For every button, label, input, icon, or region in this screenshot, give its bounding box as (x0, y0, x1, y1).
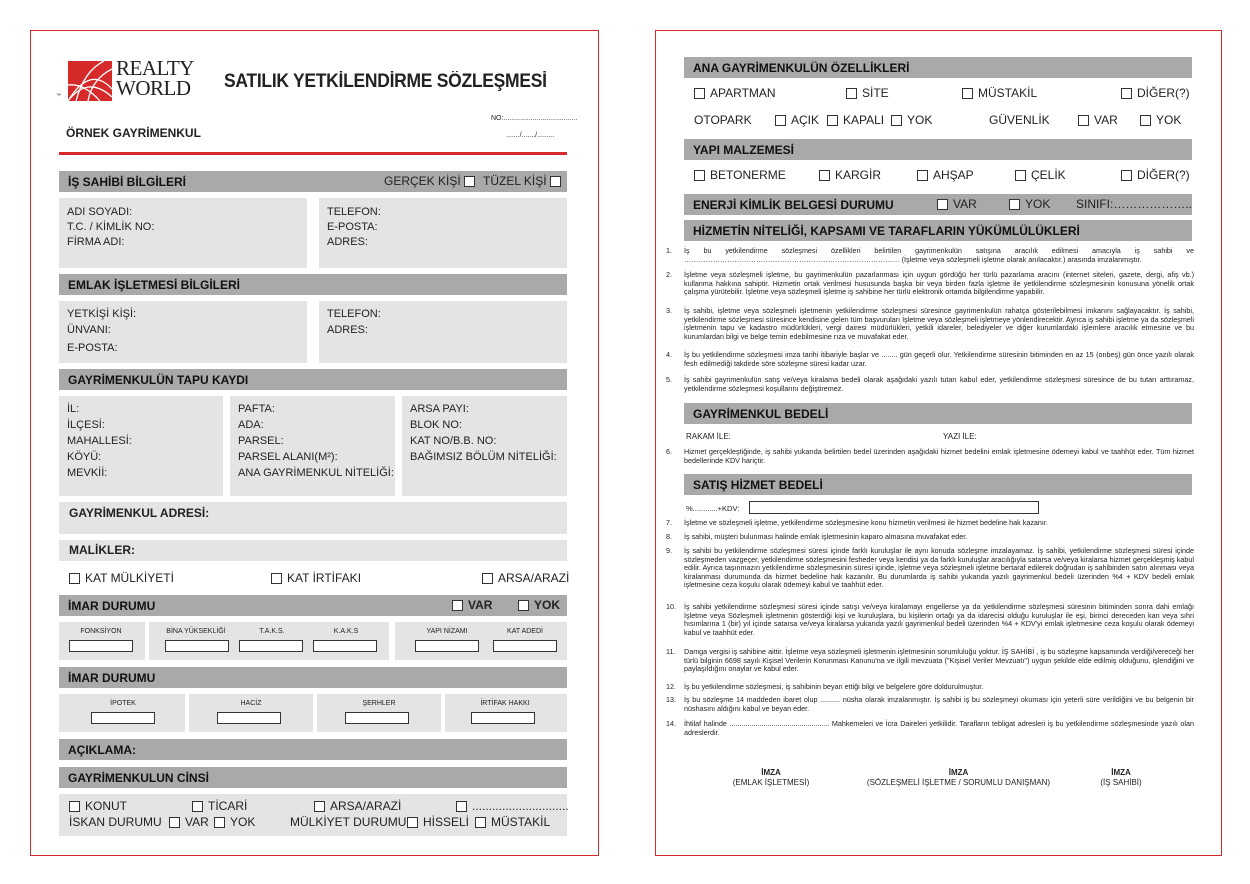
clause-7: 7. İşletme ve sözleşmeli işletme, yetkilendirme sözleşmesine konu hizmetin verilmesi ile hizmet bedeline hak kazanır. (666, 518, 1048, 527)
clause-10: 10. İş sahibi yetkilendirme sözleşmesi süresi içinde satışı ve/veya kiralamayı engellerse ya da yetkilendirme sözleşmesi süresinin bitiminden sonra dahi emlağı İşletme veya Sözleşmeli işletmenin gösterdiği kişi ve kuruluşlara, bu kişilerin ortağı ya da idarecisi olduğu kuruluşlar ile eşi, birinci dereceden kan veya sıhri hısımlarına 1 (bir) yıl içinde satarsa ve/veya kiralarsa yukarıda yazılı gayrimenkul bedeli üzerinden %4 + KDV'yi emlak işletmesine ceza koşulu olarak ödemeyi kabul ve taahhüt eder. (666, 602, 1194, 637)
deed-district-label: İLÇESİ: (67, 419, 105, 431)
type-residential-option[interactable]: KONUT (69, 799, 127, 814)
material-other-checkbox[interactable] (1121, 170, 1132, 181)
price-number-label[interactable]: RAKAM İLE: (686, 432, 731, 441)
clause-6: 6. Hizmet gerçekleştiğinde, iş sahibi yukarıda belirtilen bedel üzerinden aşağıdaki hizmet bedelini emlak işletmesine ödemeyi kabul ve taahhüt eder. Tüm hizmet bedellerinde KDV hariçtir. (666, 447, 1194, 465)
parking-open-checkbox[interactable] (775, 115, 786, 126)
concrete-option[interactable]: BETONERME (694, 168, 786, 183)
main-other-checkbox[interactable] (1121, 88, 1132, 99)
deed-parcel-label: PARSEL: (238, 435, 284, 447)
settlement-status-label: İSKAN DURUMU (69, 815, 162, 829)
deed-sheet-label: PAFTA: (238, 403, 275, 415)
deed-land-share-label: ARSA PAYI: (410, 403, 469, 415)
type-other-option[interactable]: ............................. (456, 799, 569, 814)
clause-12: 12. İş bu yetkilendirme sözleşmesi, iş sahibinin beyan ettiği bilgi ve belgelere göre doldurulmuştur. (666, 682, 984, 691)
settlement-yok-option[interactable]: YOK (214, 815, 255, 830)
owner-address-label: ADRES: (327, 236, 368, 248)
zoning-function-input[interactable] (69, 640, 133, 652)
clause-1: 1. İş bu yetkilendirme sözleşmesi özellikleri belirtilen gayrimenkulün satışına aracılık edilmesi amacıyla iş sahibi ve ……………………………………………………………………………… (İşletme veya sözleşmeli işletme olarak anılacaktır.) arasında imzalanmıştır. (666, 246, 1194, 264)
zoning-floors-label: KAT ADEDİ (507, 628, 543, 635)
zoning-height-input[interactable] (165, 640, 229, 652)
deed-block-label: ADA: (238, 419, 264, 431)
red-divider (59, 152, 567, 155)
energy-class-field[interactable]: SINIFI:……………….. (1076, 197, 1193, 211)
agency-section-header: EMLAK İŞLETMESİ BİLGİLERİ (59, 274, 567, 295)
deed-unit-quality-label: BAĞIMSIZ BÖLÜM NİTELİĞİ: (410, 451, 557, 463)
parking-open-option[interactable]: AÇIK (775, 113, 819, 128)
signature-owner[interactable]: İMZA (İŞ SAHİBİ) (1100, 768, 1142, 787)
easement-right-label: İRTİFAK HAKKI (480, 700, 530, 707)
ownership-shared-option[interactable]: HİSSELİ (407, 815, 469, 830)
energy-header: ENERJİ KİMLİK BELGESİ DURUMU (684, 194, 1192, 215)
deed-section-header: GAYRİMENKULÜN TAPU KAYDI (59, 369, 567, 390)
material-header: YAPI MALZEMESİ (684, 139, 1192, 160)
clause-2: 2. İşletme veya sözleşmeli işletme, bu gayrimenkulün pazarlanması için uygun gördüğü her türlü pazarlama aracını (internet siteleri, gazete, dergi, afiş vb.) kullanma hakkına sahiptir. Hizmetin ortak verilmesi hususunda başka bir veya birden fazla işletme ile yetkilendirme sözleşmesinin konusuna yönelik ortak çalışma yürütebilir. İşletme veya sözleşmeli işletme iş sahibine her türlü elektronik ortamda bilgilendirme yapabilir. (666, 270, 1194, 297)
residential-checkbox[interactable] (69, 801, 80, 812)
realty-world-logo (56, 56, 209, 105)
legal-entity-checkbox[interactable] (550, 176, 561, 187)
zoning-yok-option[interactable]: YOK (518, 598, 560, 613)
owners-label: MALİKLER: (69, 543, 135, 557)
clause-9: 9. İş sahibi bu yetkilendirme sözleşmesi süresi içinde farklı kuruluşlar ile aynı konuda sözleşme imzalayamaz. İş sahibi, yetkilendirme sözleşmesi süresi içinde sözleşmeden vazgeçer, yetkilendirme sözleşmesini fesheder veya kendisi ya da farklı kuruluşlar aracılığıyla satarsa ve/veya kiralarsa hizmet gerçekleşmiş kabul edilir. Ayrıca taşınmazın yetkilendirme sözleşmesinin süresi içinde, işletme veya sözleşmeli işletme bertaraf edilerek doğrudan iş sahibinden satın alınması veya kiralanması durumunda da hizmet bedeline hak kazanılır. Bu durumlarda iş sahibi yukarıda yazılı gayrimenkul bedeli üzerinden %4 + KDV bedeli emlak işletmesine ceza koşulu olarak ödemeyi kabul ve taahhüt eder. (666, 546, 1194, 590)
type-section-header: GAYRİMENKULUN CİNSİ (59, 767, 567, 788)
security-var-option[interactable]: VAR (1078, 113, 1118, 128)
energy-yok-option[interactable]: YOK (1009, 197, 1050, 212)
zoning-floors-input[interactable] (493, 640, 557, 652)
security-var-checkbox[interactable] (1078, 115, 1089, 126)
clause-4: 4. İş bu yetkilendirme sözleşmesi imza tarihi itibariyle başlar ve ........ gün geçerli olur. Yetkilendirme süresinin bitiminden en az 15 (onbeş) gün önce yazılı olarak fesh edilmediği takdirde söre sözleşme süresi kadar uzar. (666, 350, 1194, 368)
owner-company-label: FİRMA ADI: (67, 236, 125, 248)
site-option[interactable]: SİTE (846, 86, 889, 101)
main-other-option[interactable]: DİĞER(?) (1121, 86, 1190, 101)
clause-11: 11. Damga vergisi iş sahibine aittir. İşletme veya sözleşmeli işletmenin işletmesinin sorumluluğu yoktur. İŞ SAHİBİ , iş bu sözleşme kapsamında verdiği/vereceği her türlü bilginin 6698 sayılı Kişisel Verilerin Korunması Kanunu'na ve ilgili mevzuata ("Kişisel Veriler Mevzuatı") uygun şekilde elde edilmiş olduğunu, işlendiğini ve paylaşıldığını onaylar ve kabul eder. (666, 647, 1194, 674)
masonry-checkbox[interactable] (819, 170, 830, 181)
seizure-input[interactable] (217, 712, 281, 724)
security-yok-checkbox[interactable] (1140, 115, 1151, 126)
annotations-input[interactable] (345, 712, 409, 724)
land-checkbox[interactable] (482, 573, 493, 584)
easement-right-input[interactable] (471, 712, 535, 724)
owner-phone-label: TELEFON: (327, 206, 381, 218)
ownership-status-label: MÜLKİYET DURUMU (290, 815, 407, 829)
apartment-checkbox[interactable] (694, 88, 705, 99)
service-header: HİZMETİN NİTELİĞİ, KAPSAMI VE TARAFLARIN YÜKÜMLÜLÜKLERİ (684, 220, 1192, 241)
form-title: SATILIK YETKİLENDİRME SÖZLEŞMESİ (224, 71, 547, 92)
zoning-function-label: FONKSİYON (80, 628, 122, 635)
description-header: AÇIKLAMA: (59, 739, 567, 760)
deed-block-no-label: BLOK NO: (410, 419, 462, 431)
parking-closed-checkbox[interactable] (827, 115, 838, 126)
condo-checkbox[interactable] (69, 573, 80, 584)
zoning-yok-checkbox[interactable] (518, 600, 529, 611)
parking-closed-option[interactable]: KAPALI (827, 113, 884, 128)
price-header: GAYRİMENKUL BEDELİ (684, 403, 1192, 424)
security-yok-option[interactable]: YOK (1140, 113, 1181, 128)
zoning-order-label: YAPI NİZAMI (426, 628, 468, 635)
parking-label: OTOPARK (694, 113, 752, 127)
zoning-kaks-input[interactable] (313, 640, 377, 652)
owner-id-label: T.C. / KİMLİK NO: (67, 221, 155, 233)
settlement-yok-checkbox[interactable] (214, 817, 225, 828)
clause-14: 14. İhtilaf halinde .................................................. Mahkemeleri ve İcra Daireleri yetkilidir. Tarafların tebligat adresleri iş bu yetkilendirme sözleşmesinde yazılı olan adreslerdir. (666, 719, 1194, 737)
deed-village-label: KÖYÜ: (67, 451, 102, 463)
wood-checkbox[interactable] (917, 170, 928, 181)
logo-tm: ™ (56, 93, 61, 99)
detached-house-checkbox[interactable] (962, 88, 973, 99)
parking-none-checkbox[interactable] (891, 115, 902, 126)
zoning-order-input[interactable] (415, 640, 479, 652)
type-commercial-option[interactable]: TİCARİ (192, 799, 247, 814)
apartment-option[interactable]: APARTMAN (694, 86, 776, 101)
price-words-label[interactable]: YAZI İLE: (943, 432, 977, 441)
real-person-checkbox[interactable] (464, 176, 475, 187)
mortgage-input[interactable] (91, 712, 155, 724)
agency-title-label: ÜNVANI: (67, 324, 111, 336)
fee-amount-input[interactable] (749, 501, 1039, 514)
concrete-checkbox[interactable] (694, 170, 705, 181)
zoning-height-label: BİNA YÜKSEKLİĞİ (166, 628, 226, 635)
energy-var-checkbox[interactable] (937, 199, 948, 210)
parking-none-option[interactable]: YOK (891, 113, 932, 128)
clause-3: 3. İş sahibi, işletme veya sözleşmeli işletmenin yetkilendirme sözleşmesi süresince gayrimenkulün rahatça gösterilebilmesi imkanını sağlayacaktır. İş sahibi, yetkilendirme sözleşmesi süresince kendisine gelen tüm başvuruları İşletme veya sözleşmeli işletmeye yönlendirecektir. Ayrıca iş sahibi işletme ya da sözleşmeli işletmenin tapu ve kadastro müdürlükleri, vergi dairesi müdürlükleri, yetkili idareler, belediyeler ve diğer kurumlardaki işlemlere aracılık etmesine ve bu kurumlardan bilgi ve belge temin edebilmesine rıza ve muvafakat eder. (666, 306, 1194, 341)
seizure-label: HACİZ (240, 700, 262, 707)
deed-parcel-area-label: PARSEL ALANI(M²): (238, 451, 338, 463)
zoning-var-checkbox[interactable] (452, 600, 463, 611)
agency-address-label: ADRES: (327, 324, 368, 336)
zoning-kaks-label: K.A.K.S (333, 628, 359, 635)
zoning-var-option[interactable]: VAR (452, 598, 492, 613)
form-number-field[interactable]: NO:...................................... (491, 115, 578, 122)
form-subtitle: ÖRNEK GAYRİMENKUL (66, 126, 201, 140)
clause-8: 8. İş sahibi, müşteri bulunması halinde emlak işletmesinin kaparo almasına muvafakat eder. (666, 532, 968, 541)
zoning-taks-input[interactable] (239, 640, 303, 652)
agency-contact-label: YETKİŞİ KİŞİ: (67, 308, 137, 320)
logo-line-1: REALTY (116, 56, 194, 80)
owner-email-label: E-POSTA: (327, 221, 378, 233)
steel-checkbox[interactable] (1015, 170, 1026, 181)
shared-checkbox[interactable] (407, 817, 418, 828)
zoning-section-header: İMAR DURUMU (59, 595, 567, 616)
deed-main-quality-label: ANA GAYRİMENKUL NİTELİĞİ: (238, 467, 394, 479)
zoning2-section-header: İMAR DURUMU (59, 667, 567, 688)
form-date-field[interactable]: ......./......./......... (506, 132, 555, 139)
site-checkbox[interactable] (846, 88, 857, 99)
security-label: GÜVENLİK (989, 113, 1050, 127)
clause-13: 13. İş bu sözleşme 14 maddeden ibaret olup .......... nüsha olarak imzalanmıştır. İş sahibi iş bu sözleşmeyi okuması için yeterli süre verildiğini ve bu belgenin bir nüshasını aldığını kabul ve beyan eder. (666, 695, 1194, 713)
real-person-option[interactable]: GERÇEK KİŞİ (384, 174, 480, 189)
form-page-2 (655, 30, 1222, 856)
detached-house-option[interactable]: MÜSTAKİL (962, 86, 1037, 101)
deed-floor-no-label: KAT NO/B.B. NO: (410, 435, 497, 447)
settlement-var-checkbox[interactable] (169, 817, 180, 828)
fee-percent-label: %............+KDV: (686, 504, 740, 513)
material-other-option[interactable]: DİĞER(?) (1121, 168, 1190, 183)
owner-section-header: İŞ SAHİBİ BİLGİLERİ (59, 171, 567, 192)
owners-land-option[interactable]: ARSA/ARAZİ (482, 571, 569, 586)
commercial-checkbox[interactable] (192, 801, 203, 812)
main-features-header: ANA GAYRİMENKULÜN ÖZELLİKLERİ (684, 57, 1192, 78)
type-other-checkbox[interactable] (456, 801, 467, 812)
owners-condo-option[interactable]: KAT MÜLKİYETİ (69, 571, 174, 586)
agency-email-label: E-POSTA: (67, 342, 118, 354)
clause-5: 5. İş sahibi gayrimenkulün satış ve/veya kiralama bedeli olarak aşağıdaki yazılı tutarı kabul eder, yetkilendirme sözleşmesi süresince de bu tutarı arttıramaz, yetkilendirme sözleşmesi koşullarını değiştiremez. (666, 375, 1194, 393)
owners-easement-option[interactable]: KAT İRTİFAKI (271, 571, 361, 586)
signature-contracted[interactable]: İMZA (SÖZLEŞMELİ İŞLETME / SORUMLU DANIŞMAN) (866, 768, 1051, 787)
owners-header-box (59, 540, 567, 561)
type-land-option[interactable]: ARSA/ARAZİ (314, 799, 401, 814)
signature-agency[interactable]: İMZA (EMLAK İŞLETMESİ) (732, 768, 810, 787)
deed-locality-label: MEVKİİ: (67, 467, 108, 479)
annotations-label: ŞERHLER (362, 700, 396, 707)
agency-phone-label: TELEFON: (327, 308, 381, 320)
logo-line-2: WORLD (116, 76, 191, 100)
mortgage-label: İPOTEK (110, 700, 136, 707)
ownership-detached-option[interactable]: MÜSTAKİL (475, 815, 550, 830)
form-page-1 (30, 30, 599, 856)
globe-logo-icon (64, 59, 114, 103)
easement-checkbox[interactable] (271, 573, 282, 584)
deed-province-label: İL: (67, 403, 80, 415)
steel-option[interactable]: ÇELİK (1015, 168, 1066, 183)
legal-entity-option[interactable]: TÜZEL KİŞİ (483, 174, 566, 189)
masonry-option[interactable]: KARGİR (819, 168, 881, 183)
detached-checkbox[interactable] (475, 817, 486, 828)
address-label: GAYRİMENKUL ADRESİ: (69, 506, 210, 520)
fee-header: SATIŞ HİZMET BEDELİ (684, 474, 1192, 495)
zoning-taks-label: T.A.K.S. (259, 628, 285, 635)
deed-neighborhood-label: MAHALLESİ: (67, 435, 132, 447)
energy-var-option[interactable]: VAR (937, 197, 977, 212)
type-land-checkbox[interactable] (314, 801, 325, 812)
energy-yok-checkbox[interactable] (1009, 199, 1020, 210)
wood-option[interactable]: AHŞAP (917, 168, 974, 183)
owner-name-label: ADI SOYADI: (67, 206, 133, 218)
settlement-var-option[interactable]: VAR (169, 815, 209, 830)
